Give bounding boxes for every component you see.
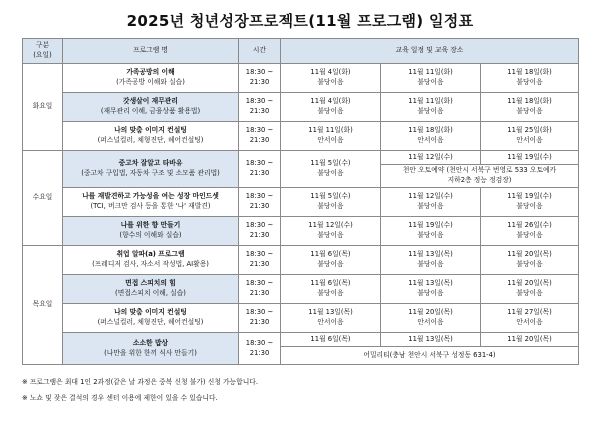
program-name: 나를 재발견하고 가능성을 여는 성장 마인드셋 — [82, 192, 219, 201]
table-row — [23, 93, 579, 122]
header-schedule: 교육 일정 및 교육 장소 — [281, 39, 579, 64]
note-item: ※ 프로그램은 최대 1인 2과정(같은 날 과정은 중복 신청 불가) 신청 가능합니다. — [22, 378, 258, 386]
table-row — [23, 304, 579, 333]
session-cell: 11월 5일(수) 불당이음 — [281, 188, 381, 217]
session-cell: 11월 19일(수) 불당이음 — [481, 188, 579, 217]
session-cell: 11월 12일(수) 불당이음 — [281, 217, 381, 246]
session-cell: 11월 26일(수) 불당이음 — [481, 217, 579, 246]
session-cell: 11월 20일(목) — [481, 333, 579, 347]
time-cell: 18:30 ~ 21:30 — [239, 151, 281, 188]
program-name: 가족공방의 이해 — [126, 68, 175, 77]
program-desc: (나만을 위한 한끼 식사 만들기) — [104, 348, 197, 357]
session-cell: 11월 11일(화) 불당이음 — [381, 93, 481, 122]
program-desc: (면접스피치 이해, 실습) — [115, 289, 186, 297]
page-title: 2025년 청년성장프로젝트(11월 프로그램) 일정표 — [126, 12, 474, 30]
session-cell: 11월 12일(수) — [381, 151, 481, 165]
session-cell: 11월 6일(목) 불당이음 — [281, 246, 381, 275]
session-cell: 11월 18일(화) 안서이음 — [381, 122, 481, 151]
session-cell: 11월 19일(수) — [481, 151, 579, 165]
session-cell: 11월 13일(목) 안서이음 — [281, 304, 381, 333]
session-cell: 11월 13일(목) — [381, 333, 481, 347]
program-cell — [63, 122, 239, 151]
program-cell — [63, 64, 239, 93]
table-row — [23, 151, 579, 165]
program-name: 중고차 잘알고 타바유 — [118, 159, 183, 168]
program-cell — [63, 93, 239, 122]
session-cell: 11월 20일(목) 불당이음 — [481, 275, 579, 304]
time-cell: 18:30 ~ 21:30 — [239, 275, 281, 304]
table-row — [23, 246, 579, 275]
session-cell: 11월 6일(목) 불당이음 — [281, 275, 381, 304]
session-cell: 11월 20일(목) 불당이음 — [481, 246, 579, 275]
header-time: 시간 — [239, 39, 281, 64]
session-cell: 11월 25일(화) 안서이음 — [481, 122, 579, 151]
session-cell: 11월 4일(화) 불당이음 — [281, 93, 381, 122]
program-desc: (재무관리 이해, 금융상품 활용법) — [100, 107, 201, 115]
program-cell — [63, 188, 239, 217]
schedule-table — [22, 38, 579, 365]
header-row — [23, 39, 579, 64]
program-cell — [63, 151, 239, 188]
table-row — [23, 64, 579, 93]
session-cell: 11월 27일(목) 안서이음 — [481, 304, 579, 333]
session-cell: 11월 13일(목) 불당이음 — [381, 246, 481, 275]
session-cell: 11월 18일(화) 불당이음 — [481, 93, 579, 122]
time-cell: 18:30 ~ 21:30 — [239, 122, 281, 151]
session-cell: 11월 18일(화) 불당이음 — [481, 64, 579, 93]
session-cell: 11월 5일(수) 불당이음 — [281, 151, 381, 188]
table-row — [23, 275, 579, 304]
day-thursday: 목요일 — [23, 246, 63, 365]
program-name: 나를 위한 향 만들기 — [120, 221, 181, 230]
day-tuesday: 화요일 — [23, 64, 63, 151]
header-program: 프로그램 명 — [63, 39, 239, 64]
table-row — [23, 188, 579, 217]
session-cell: 11월 13일(목) 불당이음 — [381, 275, 481, 304]
session-cell: 11월 4일(화) 불당이음 — [281, 64, 381, 93]
session-cell: 11월 20일(목) 안서이음 — [381, 304, 481, 333]
program-cell — [63, 275, 239, 304]
program-cell — [63, 333, 239, 365]
program-desc: (중고차 구입법, 자동차 구조 및 소모품 관리법) — [81, 169, 220, 177]
program-name: 갓생살이 재무관리 — [123, 97, 178, 106]
day-wednesday: 수요일 — [23, 151, 63, 246]
session-cell: 11월 19일(수) 불당이음 — [381, 217, 481, 246]
program-desc: (가족공방 이해와 실습) — [116, 78, 185, 86]
program-name: 나의 맞춤 이미지 컨설팅 — [114, 126, 187, 135]
session-cell: 11월 6일(목) — [281, 333, 381, 347]
program-cell — [63, 217, 239, 246]
session-location-merged: 천안 오토예약 (천안시 서북구 번영로 533 오토예카 지하2층 정능 정검장) — [381, 165, 579, 188]
session-location-merged: 어밀리티(충남 천안시 서북구 성정동 631-4) — [281, 347, 579, 365]
notes — [22, 374, 258, 406]
program-desc: (향수의 이해와 실습) — [119, 231, 182, 239]
table-row — [23, 333, 579, 347]
program-name: 취업 알파(a) 프로그램 — [116, 250, 185, 259]
program-desc: (퍼스널컬러, 체형진단, 헤어컨설팅) — [97, 318, 204, 326]
session-cell: 11월 11일(화) 안서이음 — [281, 122, 381, 151]
note-item: ※ 노쇼 및 잦은 결석의 경우 센터 이용에 제한이 있을 수 있습니다. — [22, 394, 218, 402]
table-row — [23, 122, 579, 151]
program-name: 나의 맞춤 이미지 컨설팅 — [114, 308, 187, 317]
program-desc: (프레디저 검사, 자소서 작성법, AI활용) — [92, 260, 209, 268]
time-cell: 18:30 ~ 21:30 — [239, 333, 281, 365]
program-cell — [63, 246, 239, 275]
program-cell — [63, 304, 239, 333]
time-cell: 18:30 ~ 21:30 — [239, 188, 281, 217]
program-name: 면접 스피치의 힘 — [125, 279, 176, 288]
time-cell: 18:30 ~ 21:30 — [239, 93, 281, 122]
time-cell: 18:30 ~ 21:30 — [239, 64, 281, 93]
session-cell: 11월 12일(수) 불당이음 — [381, 188, 481, 217]
time-cell: 18:30 ~ 21:30 — [239, 217, 281, 246]
program-desc: (TCI, 버크만 검사 등을 통한 '나' 재발견) — [90, 202, 211, 210]
session-cell: 11월 11일(화) 불당이음 — [381, 64, 481, 93]
time-cell: 18:30 ~ 21:30 — [239, 246, 281, 275]
program-desc: (퍼스널컬러, 체형진단, 헤어컨설팅) — [97, 136, 204, 144]
header-category: 구분 (요일) — [23, 39, 63, 64]
program-name: 소소한 밥상 — [132, 338, 169, 347]
time-cell: 18:30 ~ 21:30 — [239, 304, 281, 333]
table-row — [23, 217, 579, 246]
